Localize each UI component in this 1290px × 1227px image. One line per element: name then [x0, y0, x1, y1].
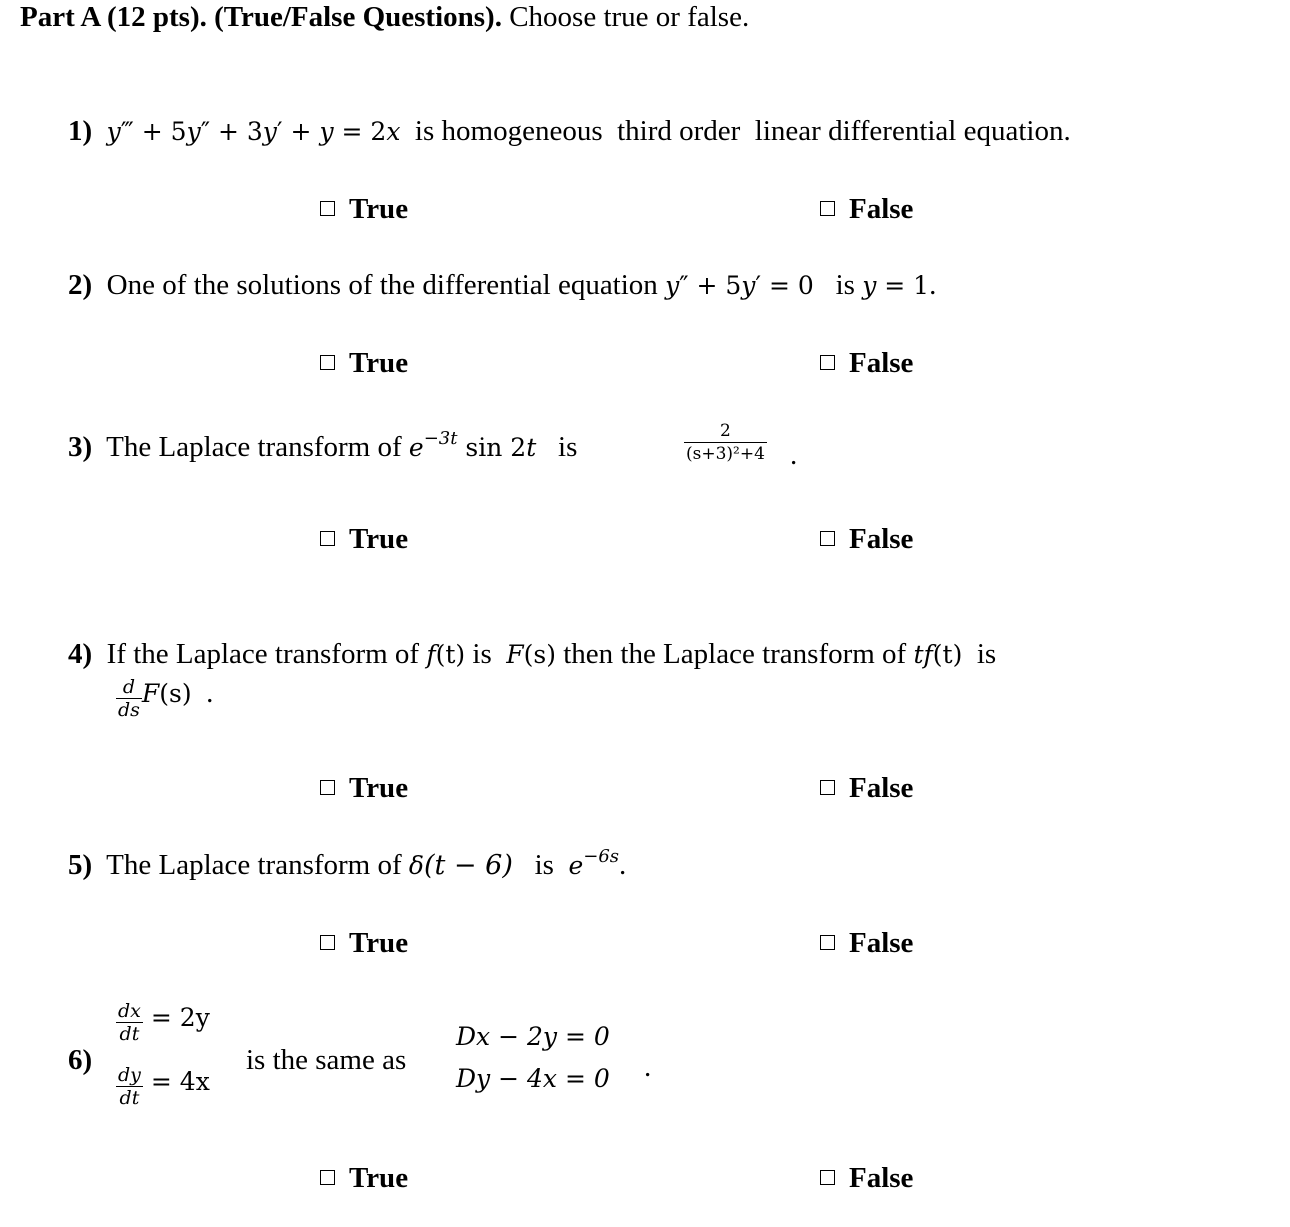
q1-prime3: ‴: [120, 117, 134, 146]
q5-exponent: −6s: [583, 846, 620, 867]
question-3: [68, 430, 592, 465]
q2-text-b: is: [813, 269, 863, 301]
q4-ft: (t): [435, 640, 466, 669]
q1-prime1: ′: [276, 117, 283, 146]
q3-true-label: True: [349, 523, 409, 555]
q6-true-option[interactable]: [320, 1161, 408, 1195]
q6-system-1: Dx − 2y = 0: [456, 1022, 610, 1051]
q3-false-option[interactable]: [820, 522, 913, 556]
q4-derivative: [116, 676, 213, 721]
q3-text-b: is: [536, 431, 592, 463]
q1-false-checkbox[interactable]: [820, 201, 835, 216]
q4-F: F: [506, 640, 524, 669]
q2-true-label: True: [349, 347, 409, 379]
q5-false-checkbox[interactable]: [820, 935, 835, 950]
q3-false-checkbox[interactable]: [820, 531, 835, 546]
q6-period: .: [644, 1051, 652, 1083]
q1-true-checkbox[interactable]: [320, 201, 335, 216]
q4-text-c: then the Laplace transform of: [555, 638, 914, 670]
q3-t: t: [526, 433, 537, 462]
part-a-header: [20, 0, 749, 34]
q2-y: y: [665, 271, 680, 300]
q1-true-label: True: [349, 193, 409, 225]
q4-true-option[interactable]: [320, 771, 408, 805]
q4-false-checkbox[interactable]: [820, 780, 835, 795]
q5-text-b: is: [512, 849, 569, 881]
q4-tft: (t): [932, 640, 963, 669]
q3-exponent: −3t: [423, 428, 458, 449]
q6-number: 6): [68, 1044, 93, 1076]
q6-false-option[interactable]: [820, 1161, 913, 1195]
q6-eq2: = 4x: [150, 1067, 210, 1097]
q4-true-checkbox[interactable]: [320, 780, 335, 795]
q6-dy: dy: [118, 1064, 141, 1086]
q2-false-option[interactable]: [820, 346, 913, 380]
q5-period: .: [619, 849, 627, 881]
q1-plus3: + 3: [210, 117, 263, 146]
q5-false-label: False: [849, 927, 914, 959]
q1-y2: y: [186, 117, 201, 146]
q1-true-option[interactable]: [320, 192, 408, 226]
question-2: [68, 268, 936, 303]
q6-dx: dx: [118, 1000, 141, 1022]
q4-false-label: False: [849, 772, 914, 804]
q2-y2: y: [741, 271, 756, 300]
q2-pp: ″: [679, 271, 689, 300]
q3-e: e: [408, 433, 424, 462]
q3-false-label: False: [849, 523, 914, 555]
q1-plus: +: [282, 117, 320, 146]
q2-p: ′: [755, 271, 762, 300]
q1-y: y: [106, 117, 121, 146]
question-5: [68, 848, 626, 883]
q6-dt: dt: [116, 1022, 143, 1045]
q6-true-checkbox[interactable]: [320, 1170, 335, 1185]
q3-sin: sin 2: [457, 433, 527, 462]
q2-period: .: [929, 269, 937, 301]
q1-x: x: [386, 117, 401, 146]
q4-period: .: [191, 677, 214, 710]
q6-false-label: False: [849, 1162, 914, 1194]
q2-true-checkbox[interactable]: [320, 355, 335, 370]
q1-y4: y: [319, 117, 334, 146]
q4-true-label: True: [349, 772, 409, 804]
q3-fraction: [684, 420, 767, 465]
q3-number: 3): [68, 431, 93, 463]
q1-statement: is homogeneous third order linear differential equation.: [400, 115, 1071, 147]
q5-true-label: True: [349, 927, 409, 959]
q6-equation-1: [116, 1000, 210, 1045]
q5-true-checkbox[interactable]: [320, 935, 335, 950]
q3-period: .: [790, 439, 798, 471]
q2-y3: y: [862, 271, 877, 300]
q4-text-a: If the Laplace transform of: [106, 638, 427, 670]
q1-eq2: = 2: [333, 117, 387, 146]
q5-number: 5): [68, 849, 93, 881]
q2-number: 2): [68, 269, 93, 301]
q2-false-checkbox[interactable]: [820, 355, 835, 370]
question-4: [68, 637, 996, 672]
q2-false-label: False: [849, 347, 914, 379]
q3-true-option[interactable]: [320, 522, 408, 556]
q4-text-b: is: [465, 638, 507, 670]
q3-frac-denominator: (s+3)²+4: [686, 444, 765, 464]
q4-d-numerator: d: [122, 676, 136, 698]
q4-tf: tf: [913, 640, 933, 669]
q2-eq: = 0: [761, 271, 814, 300]
q5-true-option[interactable]: [320, 926, 408, 960]
q6-true-label: True: [349, 1162, 409, 1194]
q4-Fs: (s): [523, 640, 556, 669]
q4-F2s: (s): [159, 679, 192, 709]
q3-frac-numerator: 2: [720, 421, 731, 441]
q5-delta: δ: [408, 851, 424, 880]
q1-false-option[interactable]: [820, 192, 913, 226]
q5-arg: (t − 6): [423, 850, 513, 881]
q6-same-as: is the same as: [246, 1044, 407, 1076]
question-1: [68, 114, 1071, 149]
q2-plus: + 5: [688, 271, 742, 300]
q1-false-label: False: [849, 193, 914, 225]
q4-d-denominator: ds: [118, 699, 140, 721]
q4-f: f: [426, 640, 436, 669]
q6-equation-2: [116, 1064, 210, 1109]
q6-dt2: dt: [116, 1086, 143, 1109]
q4-false-option[interactable]: [820, 771, 913, 805]
q5-text-a: The Laplace transform of: [106, 849, 409, 881]
q1-prime2: ″: [200, 117, 211, 146]
q6-system-2: Dy − 4x = 0: [456, 1064, 610, 1093]
q4-F2: F: [141, 679, 160, 709]
q4-number: 4): [68, 638, 93, 670]
q1-number: 1): [68, 115, 93, 147]
q6-false-checkbox[interactable]: [820, 1170, 835, 1185]
header-bold: Part A (12 pts). (True/False Questions).: [20, 1, 502, 33]
q5-false-option[interactable]: [820, 926, 913, 960]
q2-true-option[interactable]: [320, 346, 408, 380]
header-instruction: Choose true or false.: [501, 1, 750, 33]
q1-plus5: + 5: [133, 117, 187, 146]
q2-text-a: One of the solutions of the differential equation: [106, 269, 666, 301]
q6-eq1: = 2y: [150, 1003, 210, 1033]
q2-eq1: = 1: [876, 271, 930, 300]
q1-y3: y: [262, 117, 277, 146]
q4-text-d: is: [962, 638, 997, 670]
q5-e: e: [568, 851, 584, 880]
q3-true-checkbox[interactable]: [320, 531, 335, 546]
q3-text-a: The Laplace transform of: [106, 431, 409, 463]
